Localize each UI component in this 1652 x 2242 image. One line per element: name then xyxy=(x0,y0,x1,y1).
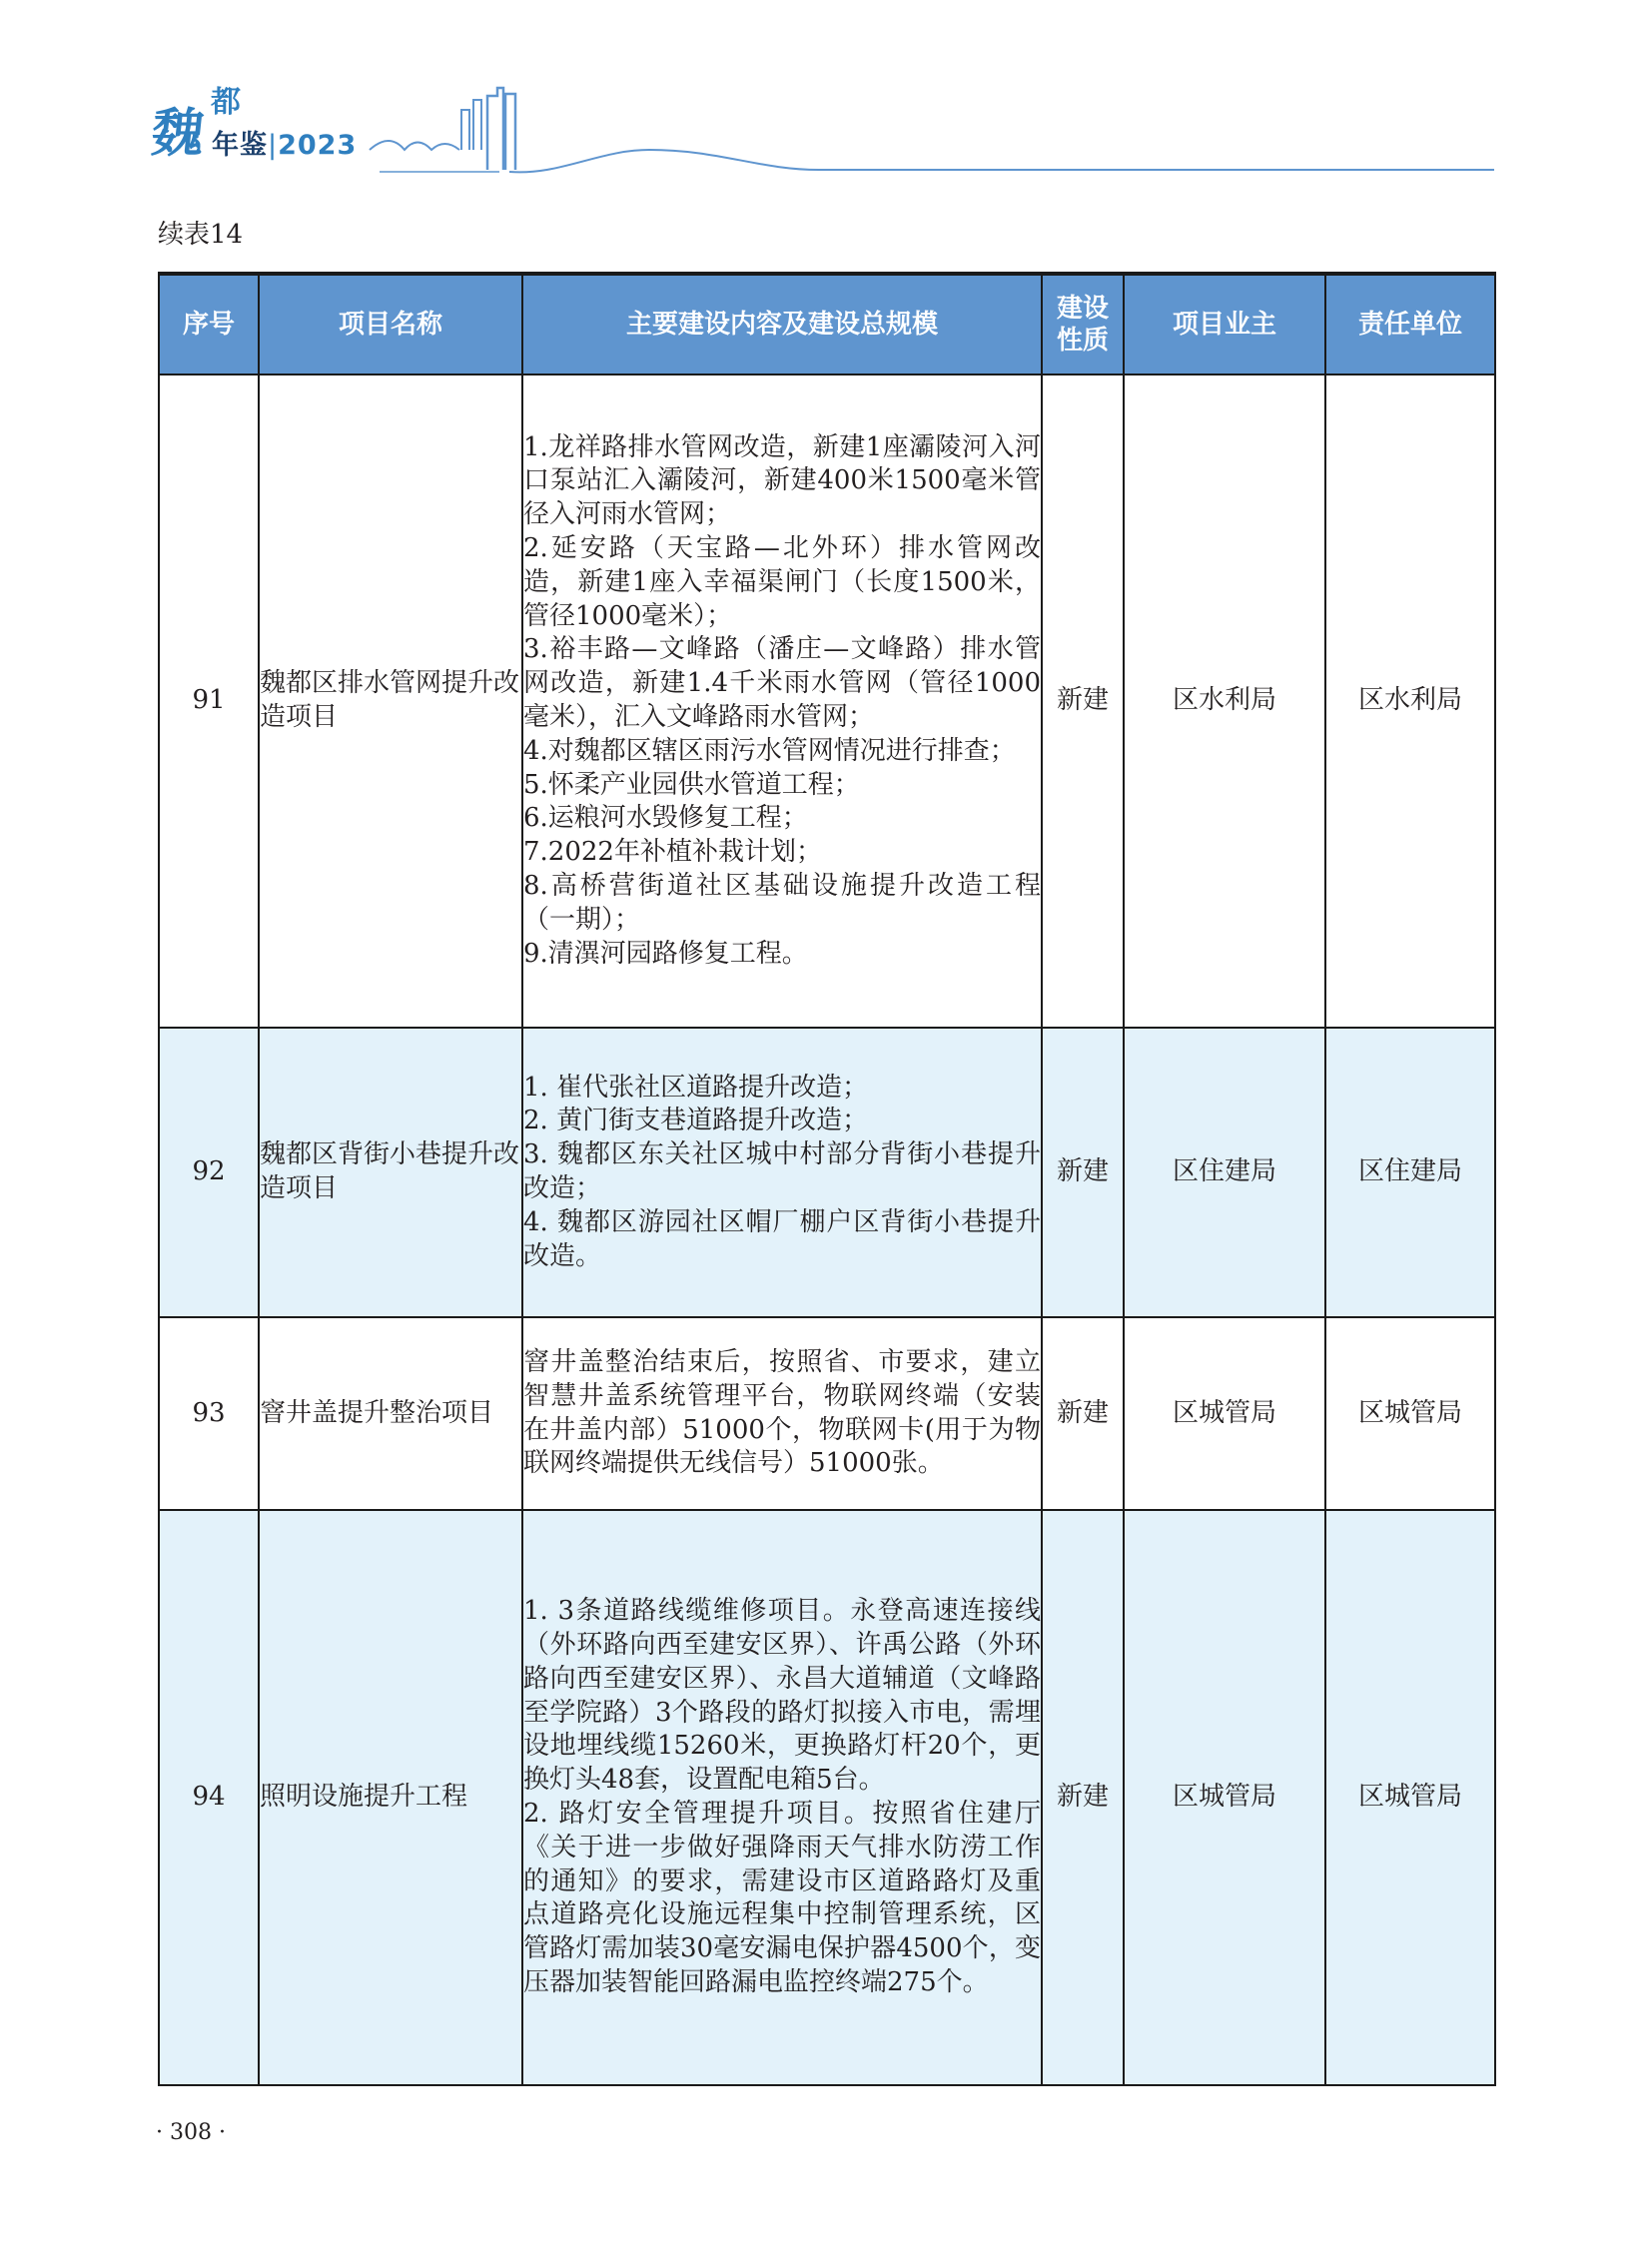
column-header-nature: 建设性质 xyxy=(1042,274,1124,374)
row-number: 94 xyxy=(159,1510,259,2085)
content-line: 5.怀柔产业园供水管道工程； xyxy=(523,769,860,800)
project-nature: 新建 xyxy=(1042,374,1124,1028)
page-header xyxy=(0,0,1652,185)
content-line: 3.裕丰路—文峰路（潘庄—文峰路）排水管网改造，新建1.4千米雨水管网（管径1000毫米），汇入文峰路雨水管网； xyxy=(523,634,1041,732)
content-line: 2. 黄门街支巷道路提升改造； xyxy=(523,1106,869,1136)
project-content xyxy=(522,374,1042,1028)
content-line: 6.运粮河水毁修复工程； xyxy=(523,803,808,834)
table-caption: 续表14 xyxy=(158,220,244,250)
column-header-owner: 项目业主 xyxy=(1124,274,1325,374)
responsible-unit: 区城管局 xyxy=(1325,1510,1495,2085)
logo-text: 年鉴 xyxy=(212,130,268,161)
logo-yearbook xyxy=(212,132,357,159)
project-owner: 区城管局 xyxy=(1124,1317,1325,1510)
content-line: 1. 崔代张社区道路提升改造； xyxy=(523,1072,869,1103)
table-row xyxy=(159,1028,1495,1317)
logo-wei: 魏 xyxy=(148,104,208,164)
column-header-content: 主要建设内容及建设总规模 xyxy=(522,274,1042,374)
logo-du: 都 xyxy=(211,85,241,120)
content-line: 1.龙祥路排水管网改造，新建1座灞陵河入河口泵站汇入灞陵河，新建400米1500毫米管径入河雨水管网； xyxy=(523,431,1041,530)
content-line: 7.2022年补植补栽计划； xyxy=(523,837,822,868)
row-number: 91 xyxy=(159,374,259,1028)
projects-table xyxy=(158,272,1496,2086)
content-line: 4. 魏都区游园社区帽厂棚户区背街小巷提升改造。 xyxy=(523,1206,1041,1271)
table-row xyxy=(159,1317,1495,1510)
content-line: 2. 路灯安全管理提升项目。按照省住建厅《关于进一步做好强降雨天气排水防涝工作的通知》的要求，需建设市区道路路灯及重点道路亮化设施远程集中控制管理系统，区管路灯需加装30毫安漏电保护器4500个，变压器加装智能回路漏电监控终端275个。 xyxy=(523,1799,1041,1997)
project-content xyxy=(522,1510,1042,2085)
content-line: 3. 魏都区东关社区城中村部分背街小巷提升改造； xyxy=(523,1139,1041,1203)
project-content xyxy=(522,1028,1042,1317)
logo-year: 2023 xyxy=(278,130,358,161)
row-number: 92 xyxy=(159,1028,259,1317)
column-header-unit: 责任单位 xyxy=(1325,274,1495,374)
page-number: · 308 · xyxy=(156,2120,226,2145)
project-name: 窨井盖提升整治项目 xyxy=(259,1317,522,1510)
logo-separator: | xyxy=(268,130,279,161)
content-line: 2.延安路（天宝路—北外环）排水管网改造，新建1座入幸福渠闸门（长度1500米，管径1000毫米）； xyxy=(523,533,1041,631)
content-line: 8.高桥营街道社区基础设施提升改造工程（一期）； xyxy=(523,870,1041,935)
table-row xyxy=(159,1510,1495,2085)
project-owner: 区城管局 xyxy=(1124,1510,1325,2085)
responsible-unit: 区城管局 xyxy=(1325,1317,1495,1510)
content-line: 4.对魏都区辖区雨污水管网情况进行排查； xyxy=(523,735,1016,766)
content-line: 9.清潩河园路修复工程。 xyxy=(523,938,808,969)
row-number: 93 xyxy=(159,1317,259,1510)
table-header-row xyxy=(159,274,1495,374)
project-nature: 新建 xyxy=(1042,1510,1124,2085)
table-row xyxy=(159,374,1495,1028)
project-name: 照明设施提升工程 xyxy=(259,1510,522,2085)
project-nature: 新建 xyxy=(1042,1317,1124,1510)
column-header-name: 项目名称 xyxy=(259,274,522,374)
project-owner: 区住建局 xyxy=(1124,1028,1325,1317)
project-name: 魏都区排水管网提升改造项目 xyxy=(259,374,522,1028)
project-content xyxy=(522,1317,1042,1510)
content-line: 窨井盖整治结束后，按照省、市要求，建立智慧井盖系统管理平台，物联网终端（安装在井盖内部）51000个，物联网卡(用于为物联网终端提供无线信号）51000张。 xyxy=(523,1346,1041,1479)
project-owner: 区水利局 xyxy=(1124,374,1325,1028)
column-header-no: 序号 xyxy=(159,274,259,374)
project-name: 魏都区背街小巷提升改造项目 xyxy=(259,1028,522,1317)
project-nature: 新建 xyxy=(1042,1028,1124,1317)
content-line: 1. 3条道路线缆维修项目。永登高速连接线（外环路向西至建安区界）、许禹公路（外环路向西至建安区界）、永昌大道辅道（文峰路至学院路）3个路段的路灯拟接入市电，需埋设地埋线缆15260米，更换路灯杆20个，更换灯头48套，设置配电箱5台。 xyxy=(523,1596,1041,1796)
responsible-unit: 区住建局 xyxy=(1325,1028,1495,1317)
responsible-unit: 区水利局 xyxy=(1325,374,1495,1028)
